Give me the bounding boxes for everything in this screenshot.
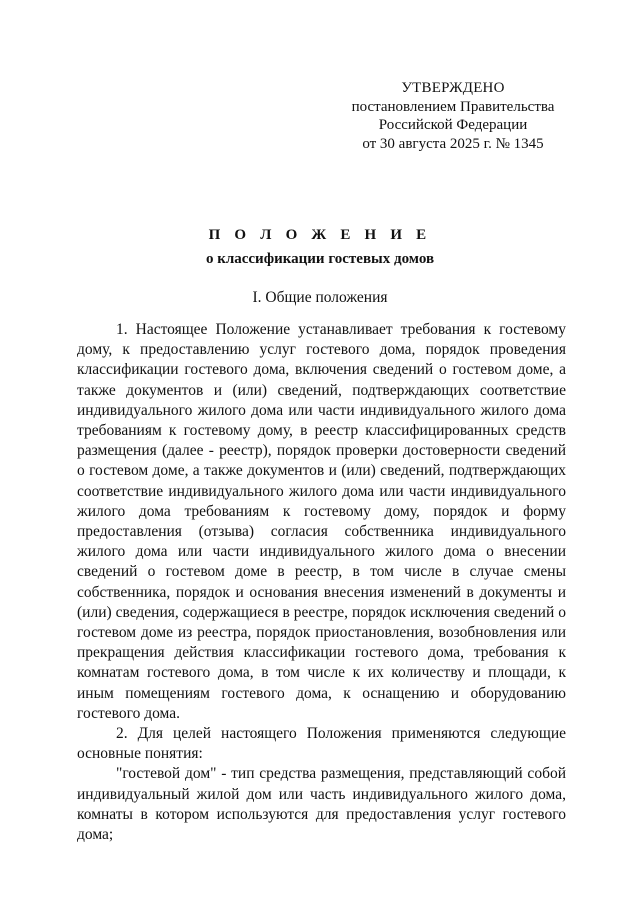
approval-date-line: от 30 августа 2025 г. № 1345 <box>362 135 544 152</box>
document-title: П О Л О Ж Е Н И Е <box>208 227 432 243</box>
section-heading: I. Общие положения <box>252 289 388 306</box>
approval-line-2: Российской Федерации <box>378 117 528 133</box>
approval-block <box>338 79 568 153</box>
paragraph-1: 1. Настоящее Положение устанавливает требования к гостевому дому, к предоставлению услуг гостевого дома, порядок проведения классификации гостевого дома, включения сведений о гостевом доме, а также документов и (или) сведений, подтверждающих соответствие индивидуального жилого дома или части индивидуального жилого дома требованиям к гостевому дому, в реестр классифицированных средств размещения (далее - реестр), порядок проверки достоверности сведений о гостевом доме, а также документов и (или) сведений, подтверждающих соответствие индивидуального жилого дома или части индивидуального жилого дома требованиям к гостевому дому, порядок и форму предоставления (отзыва) согласия собственника индивидуального жилого дома или части индивидуального жилого дома о внесении сведений о гостевом доме в реестр, в том числе в случае смены собственника, порядок и основания внесения изменений в документы и (или) сведения, содержащиеся в реестре, порядок исключения сведений о гостевом доме из реестра, порядок приостановления, возобновления или прекращения действия классификации гостевого дома, требования к комнатам гостевого дома, в том числе к их количеству и площади, к иным помещениям гостевого дома, к оснащению и оборудованию гостевого дома. <box>77 321 566 722</box>
document-subtitle: о классификации гостевых домов <box>205 251 435 267</box>
paragraph-2: 2. Для целей настоящего Положения применяются следующие основные понятия: <box>77 725 566 763</box>
approval-stamp: УТВЕРЖДЕНО <box>401 80 505 96</box>
document-body <box>77 320 566 845</box>
approval-line-1: постановлением Правительства <box>351 98 555 115</box>
paragraph-definition-guest-house: "гостевой дом" - тип средства размещения, представляющий собой индивидуальный жилой дом или часть индивидуального жилого дома, комнаты в котором используются для предоставления услуг гостевого дома; <box>77 765 566 844</box>
